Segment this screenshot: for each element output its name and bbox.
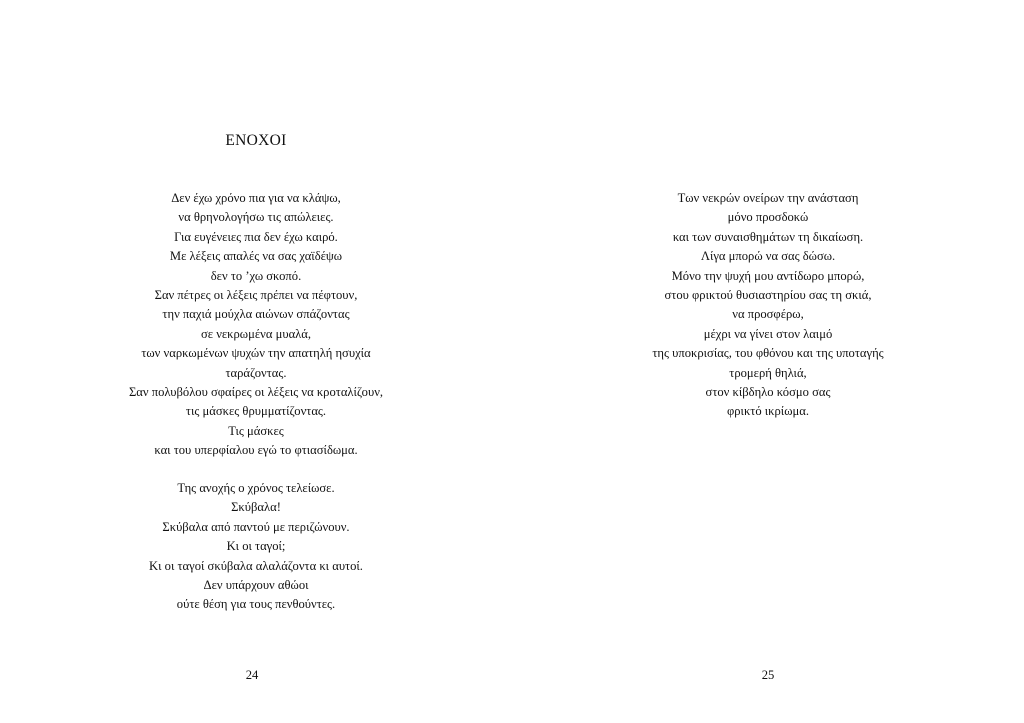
poem-title: ΕΝΟΧΟΙ bbox=[225, 132, 287, 149]
poem-line: μόνο προσδοκώ bbox=[727, 210, 809, 225]
poem-line: φρικτό ικρίωμα. bbox=[727, 404, 809, 419]
poem-line: Σκύβαλα από παντού με περιζώνουν. bbox=[162, 519, 350, 534]
poem-line: Μόνο την ψυχή μου αντίδωρο μπορώ, bbox=[671, 268, 865, 283]
poem-line: ούτε θέση για τους πενθούντες. bbox=[176, 597, 336, 612]
page-number: 24 bbox=[245, 668, 259, 682]
poem-line: της υποκρισίας, του φθόνου και της υποταγής bbox=[652, 346, 884, 361]
poem-line: να προσφέρω, bbox=[732, 307, 804, 322]
poem-line: στον κίβδηλο κόσμο σας bbox=[705, 385, 831, 400]
poem-line: Της ανοχής ο χρόνος τελείωσε. bbox=[177, 481, 335, 495]
stanza bbox=[36, 189, 476, 461]
stanza bbox=[36, 479, 476, 615]
poem-line: Με λέξεις απαλές να σας χαϊδέψω bbox=[169, 249, 343, 264]
poem-line: Κι οι ταγοί σκύβαλα αλαλάζοντα κι αυτοί. bbox=[149, 558, 363, 573]
poem-line: την παχιά μούχλα αιώνων σπάζοντας bbox=[162, 307, 350, 322]
poem-line: να θρηνολογήσω τις απώλειες. bbox=[178, 210, 334, 225]
stanza bbox=[548, 189, 988, 422]
poem-line: Σαν πολυβόλου σφαίρες οι λέξεις να κροταλίζουν, bbox=[128, 385, 384, 400]
poem-line: τρομερή θηλιά, bbox=[729, 365, 807, 380]
poem-line: Των νεκρών ονείρων την ανάσταση bbox=[677, 191, 859, 205]
poem-line: Κι οι ταγοί; bbox=[226, 539, 286, 554]
right-page bbox=[512, 0, 1024, 723]
poem-line: Λίγα μπορώ να σας δώσω. bbox=[700, 249, 836, 264]
poem-line: και του υπερφίαλου εγώ το φτιασίδωμα. bbox=[154, 443, 358, 458]
poem-line: των ναρκωμένων ψυχών την απατηλή ησυχία bbox=[141, 346, 371, 361]
poem-line: σε νεκρωμένα μυαλά, bbox=[200, 326, 312, 341]
poem-line: Δεν υπάρχουν αθώοι bbox=[203, 578, 309, 593]
poem-line: δεν το ’χω σκοπό. bbox=[210, 268, 302, 283]
poem-line: τις μάσκες θρυμματίζοντας. bbox=[185, 404, 327, 419]
poem-line: και των συναισθημάτων τη δικαίωση. bbox=[672, 229, 864, 244]
poem-line: ταράζοντας. bbox=[225, 365, 287, 380]
poem-line: στου φρικτού θυσιαστηρίου σας τη σκιά, bbox=[664, 288, 872, 303]
poem-line: Τις μάσκες bbox=[228, 423, 284, 438]
poem-line: Σκύβαλα! bbox=[231, 500, 281, 515]
page-number: 25 bbox=[761, 668, 775, 682]
poem-line: Δεν έχω χρόνο πια για να κλάψω, bbox=[171, 191, 341, 205]
poem-line: Για ευγένειες πια δεν έχω καιρό. bbox=[174, 229, 338, 244]
poem-line: μέχρι να γίνει στον λαιμό bbox=[703, 326, 833, 341]
poem-line: Σαν πέτρες οι λέξεις πρέπει να πέφτουν, bbox=[154, 288, 358, 303]
